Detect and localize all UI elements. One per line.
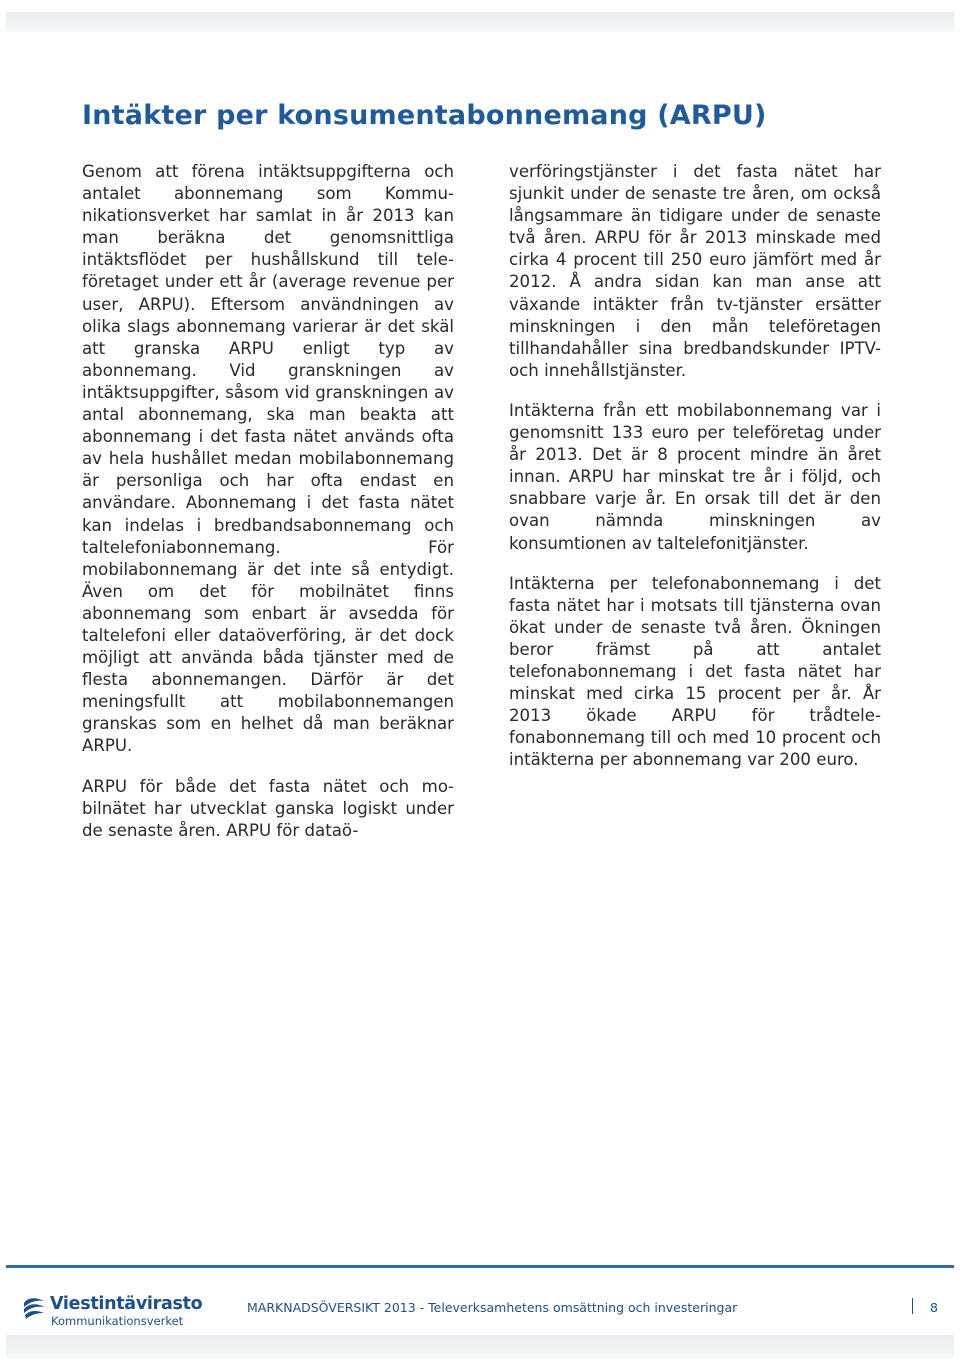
- wave-logo-icon: [22, 1295, 48, 1321]
- paragraph: Intäkterna från ett mobilabonnemang var i genomsnitt 133 euro per teleföretag under år 2013. Det är 8 procent mindre än året innan. ARPU har minskat tre år i följd, och snabbare varje år. En orsak till det är den ovan nämnda minskningen av konsumtionen av taltelefonitjänster.: [509, 400, 881, 553]
- page-number: 8: [930, 1300, 938, 1315]
- left-column: [82, 161, 454, 860]
- paragraph: verföringstjänster i det fasta nätet har sjunkit under de senaste tre åren, om också långsammare än tidigare under de senaste två åren. ARPU för år 2013 minskade med cirka 4 procent till 250 euro jämfört med år 2012. Å andra sidan kan man anse att växande intäkter från tv-tjänster ersätter minskningen i den mån teleföretagen tillhandahåller sina bredbandskunder IPTV- och innehållstjänster.: [509, 162, 881, 380]
- logo: [22, 1294, 222, 1330]
- footer-rule: [6, 1265, 954, 1268]
- logo-sub-text: Kommunikationsverket: [51, 1314, 184, 1328]
- logo-main-text: Viestintävirasto: [50, 1294, 203, 1314]
- footer-band: [6, 1335, 954, 1359]
- paragraph: Intäkterna per telefonabonnemang i det fasta nätet har i motsats till tjänsterna ovan ökat under de senaste två åren. Ökningen beror främst på att antalet telefonabonnemang i det fasta nätet har minskat med cirka 15 procent per år. År 2013 ökade ARPU för trådtelefonabonnemang till och med 10 procent och intäkterna per abonnemang var 200 euro.: [509, 573, 881, 770]
- footer-text: MARKNADSÖVERSIKT 2013 - Televerksamhetens omsättning och investeringar: [247, 1300, 738, 1315]
- page-title: Intäkter per konsumentabonnemang (ARPU): [82, 100, 767, 131]
- right-column: [509, 161, 881, 789]
- paragraph: ARPU för både det fasta nätet och mobilnätet har utvecklat ganska logiskt under de senaste åren. ARPU för dataö-: [82, 776, 454, 840]
- page-separator: [912, 1298, 913, 1314]
- paragraph: Genom att förena intäktsuppgifterna och antalet abonnemang som Kommunikationsverket har samlat in år 2013 kan man beräkna det genomsnittliga intäktsflödet per hushållskund till teleföretaget under ett år (average revenue per user, ARPU). Eftersom användningen av olika slags abonnemang varierar är det skäl att granska ARPU enligt typ av abonnemang. Vid granskningen av intäktsuppgifter, såsom vid granskningen av antal abonnemang, ska man beakta att abonnemang i det fasta nätet används ofta av hela hushållet medan mobilabonnemang är personliga och har ofta endast en användare. Abonnemang i det fasta nätet kan indelas i bredbandsabonnemang och taltelefoniabonnemang. För mobilabonnemang är det inte så entydigt. Även om det för mobilnätet finns abonnemang som enbart är avsedda för taltelefoni eller dataöverföring, är det dock möjligt att använda båda tjänster med de flesta abonnemangen. Därför är det meningsfullt att mobilabonnemangen granskas som en helhet då man beräknar ARPU.: [82, 162, 454, 756]
- header-band: [6, 12, 954, 32]
